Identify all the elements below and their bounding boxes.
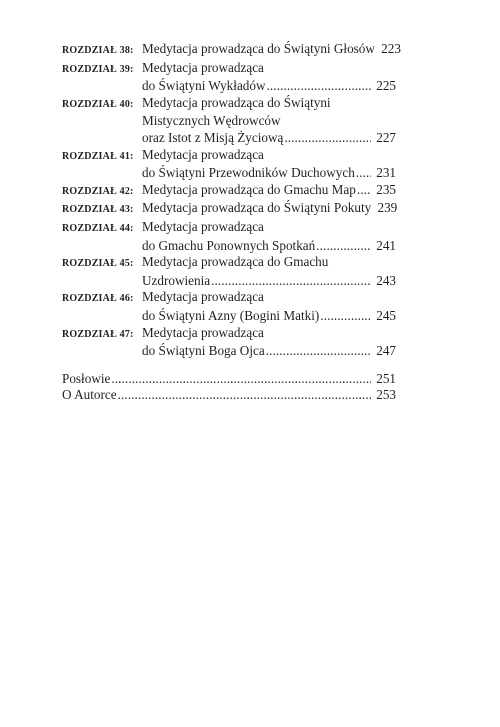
toc-entry[interactable] [62, 325, 396, 360]
chapter-label: ROZDZIAŁ 41: [62, 150, 134, 162]
page-number: 245 [376, 307, 396, 323]
chapter-title-line: do Świątyni Przewodników Duchowych [142, 165, 355, 181]
toc-entry[interactable] [62, 200, 396, 219]
chapter-label: ROZDZIAŁ 45: [62, 258, 134, 270]
chapter-title-line: Medytacja prowadząca do Świątyni [142, 94, 331, 110]
chapter-title-line: Mistycznych Wędrowców [142, 113, 281, 129]
dot-leader [211, 273, 371, 290]
page-number: 231 [376, 165, 396, 181]
page-number: 225 [376, 78, 396, 94]
dot-leader [266, 343, 371, 360]
chapter-title-line: Medytacja prowadząca [142, 218, 264, 234]
page-number: 253 [376, 387, 396, 403]
toc-line [62, 343, 396, 360]
page-number: 241 [376, 237, 396, 253]
page-number: 251 [376, 370, 396, 386]
table-of-contents [62, 41, 401, 404]
chapter-label: ROZDZIAŁ 46: [62, 293, 134, 305]
chapter-title-line: do Gmachu Ponownych Spotkań [142, 237, 316, 253]
page-number: 239 [377, 200, 398, 216]
page-number: 235 [376, 181, 396, 197]
chapter-label: ROZDZIAŁ 43: [62, 204, 134, 216]
toc-line [62, 95, 396, 114]
toc-line [62, 41, 401, 60]
chapter-title-line: Medytacja prowadząca do Gmachu Map [142, 181, 356, 197]
toc-entry[interactable] [62, 60, 396, 95]
page-number: 247 [376, 343, 396, 359]
toc-line [62, 113, 396, 130]
toc-line [62, 182, 396, 201]
chapter-title-line: do Świątyni Azny (Bogini Matki) [142, 307, 320, 323]
chapter-title-line: oraz Istot z Misją Życiową [142, 129, 284, 145]
toc-line [62, 254, 396, 273]
page-number: 223 [381, 41, 401, 56]
toc-line [62, 238, 396, 255]
toc-line [62, 147, 396, 166]
dot-leader [356, 165, 371, 182]
chapter-label: ROZDZIAŁ 44: [62, 222, 134, 234]
toc-entry[interactable] [62, 41, 401, 60]
dot-leader [357, 182, 371, 199]
toc-entry[interactable] [62, 147, 396, 182]
toc-entry[interactable] [62, 219, 396, 254]
toc-line [62, 60, 396, 79]
toc-entry-back-matter[interactable] [62, 387, 396, 404]
chapter-label: ROZDZIAŁ 42: [62, 185, 134, 197]
chapter-title-line: Medytacja prowadząca do Gmachu [142, 254, 329, 270]
back-matter-title: O Autorce [62, 387, 117, 403]
dot-leader [320, 308, 371, 325]
chapter-title-line: do Świątyni Boga Ojca [142, 343, 265, 359]
chapter-title-line: Medytacja prowadząca [142, 59, 264, 75]
toc-line [62, 165, 396, 182]
toc-entry[interactable] [62, 182, 396, 201]
chapter-label: ROZDZIAŁ 38: [62, 45, 134, 56]
chapter-label: ROZDZIAŁ 40: [62, 98, 134, 110]
toc-line [62, 308, 396, 325]
chapter-title-line: Medytacja prowadząca [142, 289, 264, 305]
page-number: 227 [376, 129, 396, 145]
back-matter-title: Posłowie [62, 370, 111, 386]
toc-line [62, 200, 396, 219]
chapter-title-line: do Świątyni Wykładów [142, 78, 266, 94]
section-gap [62, 360, 396, 371]
toc-line [62, 130, 396, 147]
toc-line [62, 325, 396, 344]
toc-line [62, 219, 396, 238]
toc-entry-back-matter[interactable] [62, 371, 396, 388]
toc-entry[interactable] [62, 254, 396, 289]
toc-entry[interactable] [62, 289, 396, 324]
dot-leader [267, 78, 371, 95]
dot-leader [284, 130, 371, 147]
chapter-title-line: Medytacja prowadząca [142, 146, 264, 162]
dot-leader [118, 387, 371, 404]
chapter-title-line: Medytacja prowadząca do Świątyni Głosów [142, 41, 375, 56]
toc-line [62, 78, 396, 95]
toc-line [62, 273, 396, 290]
chapter-label: ROZDZIAŁ 39: [62, 63, 134, 75]
page-number: 243 [376, 272, 396, 288]
chapter-title-line: Medytacja prowadząca do Świątyni Pokuty [142, 200, 372, 216]
dot-leader [111, 371, 371, 388]
toc-line [62, 289, 396, 308]
toc-entry[interactable] [62, 95, 396, 147]
chapter-title-line: Uzdrowienia [142, 272, 211, 288]
dot-leader [316, 238, 371, 255]
chapter-title-line: Medytacja prowadząca [142, 324, 264, 340]
chapter-label: ROZDZIAŁ 47: [62, 328, 134, 340]
